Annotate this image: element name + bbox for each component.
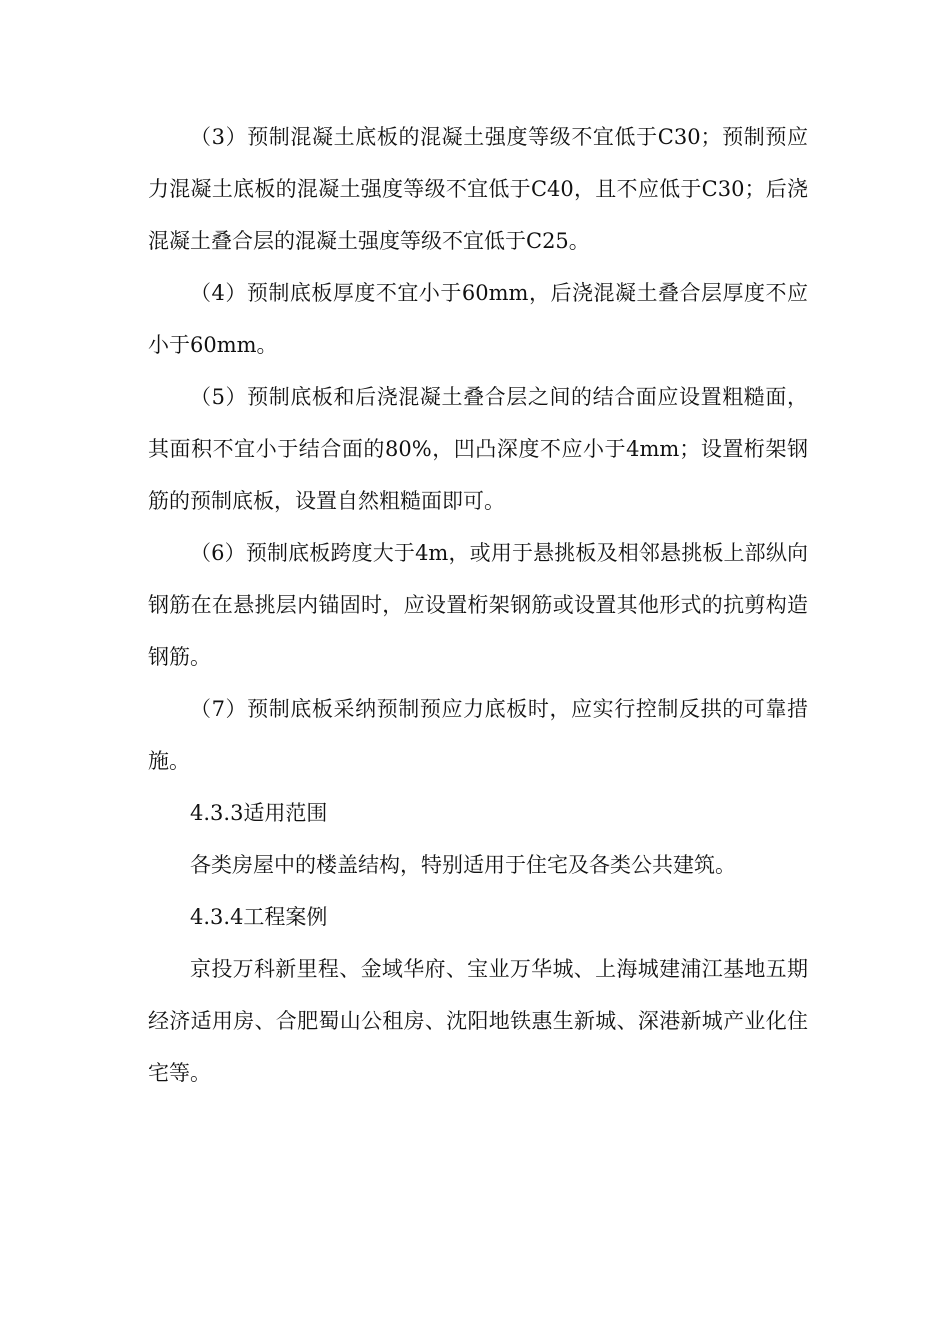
section-heading-applicable-scope: 4.3.3适用范围	[190, 801, 328, 825]
paragraph-item-7: （7）预制底板采纳预制预应力底板时，应实行控制反拱的可靠措施。	[148, 697, 808, 773]
project-cases-text: 京投万科新里程、金域华府、宝业万华城、上海城建浦江基地五期经济适用房、合肥蜀山公租房、沈阳地铁惠生新城、深港新城产业化住宅等。	[148, 957, 808, 1085]
paragraph-item-4: （4）预制底板厚度不宜小于60mm，后浇混凝土叠合层厚度不应小于60mm。	[148, 281, 808, 357]
section-heading-project-cases: 4.3.4工程案例	[190, 905, 328, 929]
paragraph-item-5: （5）预制底板和后浇混凝土叠合层之间的结合面应设置粗糙面，其面积不宜小于结合面的80%，凹凸深度不应小于4mm；设置桁架钢筋的预制底板，设置自然粗糙面即可。	[148, 385, 808, 513]
applicable-scope-text: 各类房屋中的楼盖结构，特别适用于住宅及各类公共建筑。	[190, 853, 736, 877]
document-body	[148, 111, 808, 1099]
paragraph-item-6: （6）预制底板跨度大于4m，或用于悬挑板及相邻悬挑板上部纵向钢筋在在悬挑层内锚固时，应设置桁架钢筋或设置其他形式的抗剪构造钢筋。	[148, 541, 808, 669]
paragraph-item-3: （3）预制混凝土底板的混凝土强度等级不宜低于C30；预制预应力混凝土底板的混凝土强度等级不宜低于C40，且不应低于C30；后浇混凝土叠合层的混凝土强度等级不宜低于C25。	[148, 125, 808, 253]
